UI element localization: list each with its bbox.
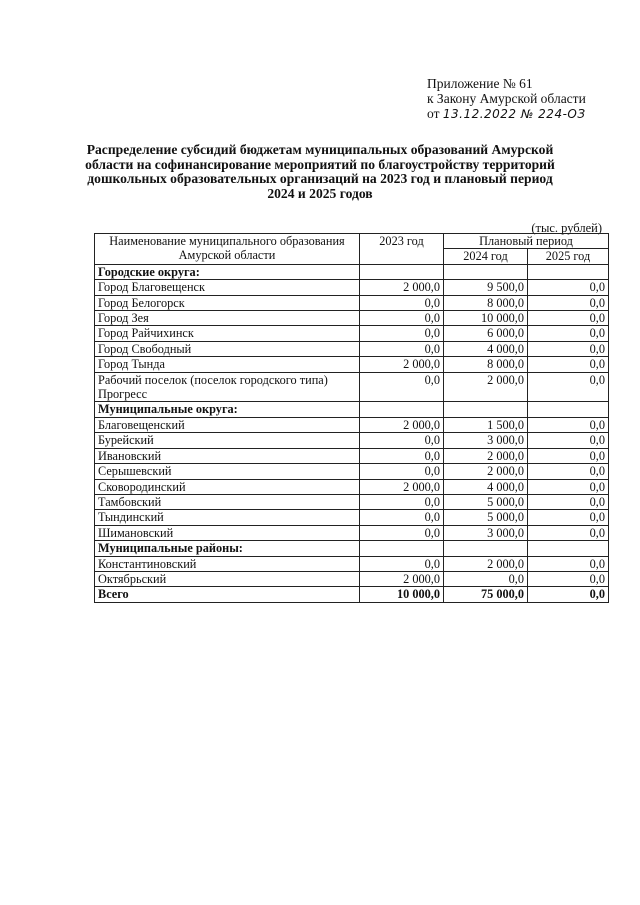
table-header-row: [95, 234, 609, 249]
value-2023: 0,0: [360, 372, 444, 402]
value-2024: 8 000,0: [444, 357, 528, 372]
table-body: [95, 264, 609, 602]
value-2023: 0,0: [360, 295, 444, 310]
table-row: [95, 311, 609, 326]
value-2023: 2 000,0: [360, 280, 444, 295]
municipality-name: Сковородинский: [95, 479, 360, 494]
header-2025: 2025 год: [528, 249, 609, 264]
value-2024: 4 000,0: [444, 479, 528, 494]
total-2023: 10 000,0: [360, 587, 444, 602]
table-row: [95, 372, 609, 402]
municipality-name: Рабочий поселок (поселок городского типа) Прогресс: [95, 372, 360, 402]
appendix-law-reference: к Закону Амурской области: [427, 91, 586, 106]
header-planned-period: Плановый период: [444, 234, 609, 249]
value-2024: 2 000,0: [444, 448, 528, 463]
total-2024: 75 000,0: [444, 587, 528, 602]
value-2024: 6 000,0: [444, 326, 528, 341]
table-row: [95, 494, 609, 509]
table-row: [95, 525, 609, 540]
value-2024: 4 000,0: [444, 341, 528, 356]
table-row: [95, 479, 609, 494]
handwritten-date-number: 13.12.2022 № 224-ОЗ: [442, 107, 586, 121]
value-2024: 9 500,0: [444, 280, 528, 295]
value-2025: 0,0: [528, 372, 609, 402]
subsidy-table: [94, 233, 609, 603]
value-2023: 0,0: [360, 525, 444, 540]
table-row: [95, 280, 609, 295]
value-2023: 2 000,0: [360, 479, 444, 494]
table-row: [95, 448, 609, 463]
table-row: [95, 464, 609, 479]
empty-cell: [360, 541, 444, 556]
table-row: [95, 510, 609, 525]
appendix-number: Приложение № 61: [427, 76, 533, 91]
value-2023: 2 000,0: [360, 571, 444, 586]
section-row: [95, 541, 609, 556]
value-2023: 2 000,0: [360, 357, 444, 372]
table-row: [95, 417, 609, 432]
value-2025: 0,0: [528, 341, 609, 356]
value-2025: 0,0: [528, 448, 609, 463]
table-row: [95, 357, 609, 372]
municipality-name: Шимановский: [95, 525, 360, 540]
empty-cell: [444, 402, 528, 417]
value-2025: 0,0: [528, 510, 609, 525]
header-2023: 2023 год: [360, 234, 444, 265]
value-2023: 0,0: [360, 510, 444, 525]
value-2024: 5 000,0: [444, 510, 528, 525]
empty-cell: [444, 541, 528, 556]
empty-cell: [360, 264, 444, 279]
municipality-name: Город Белогорск: [95, 295, 360, 310]
units-label: (тыс. рублей): [531, 221, 602, 235]
appendix-date-line: [427, 106, 632, 122]
empty-cell: [528, 264, 609, 279]
total-row: [95, 587, 609, 602]
value-2023: 0,0: [360, 326, 444, 341]
total-2025: 0,0: [528, 587, 609, 602]
value-2025: 0,0: [528, 556, 609, 571]
municipality-name: Город Зея: [95, 311, 360, 326]
municipality-name: Город Благовещенск: [95, 280, 360, 295]
value-2025: 0,0: [528, 433, 609, 448]
municipality-name: Тамбовский: [95, 494, 360, 509]
municipality-name: Город Тында: [95, 357, 360, 372]
value-2025: 0,0: [528, 295, 609, 310]
value-2023: 0,0: [360, 311, 444, 326]
value-2025: 0,0: [528, 494, 609, 509]
municipality-name: Октябрьский: [95, 571, 360, 586]
header-name: Наименование муниципального образования Амурской области: [95, 234, 360, 265]
municipality-name: Ивановский: [95, 448, 360, 463]
value-2024: 2 000,0: [444, 556, 528, 571]
municipality-name: Город Свободный: [95, 341, 360, 356]
value-2024: 0,0: [444, 571, 528, 586]
municipality-name: Константиновский: [95, 556, 360, 571]
section-row: [95, 402, 609, 417]
municipality-name: Город Райчихинск: [95, 326, 360, 341]
section-title: Городские округа:: [95, 264, 360, 279]
total-label: Всего: [95, 587, 360, 602]
value-2024: 2 000,0: [444, 464, 528, 479]
section-row: [95, 264, 609, 279]
empty-cell: [528, 541, 609, 556]
table-row: [95, 571, 609, 586]
table-row: [95, 295, 609, 310]
value-2025: 0,0: [528, 525, 609, 540]
value-2023: 0,0: [360, 448, 444, 463]
value-2025: 0,0: [528, 479, 609, 494]
table-row: [95, 341, 609, 356]
value-2023: 0,0: [360, 433, 444, 448]
value-2023: 0,0: [360, 556, 444, 571]
value-2023: 0,0: [360, 341, 444, 356]
value-2024: 3 000,0: [444, 433, 528, 448]
value-2023: 0,0: [360, 494, 444, 509]
section-title: Муниципальные районы:: [95, 541, 360, 556]
value-2025: 0,0: [528, 326, 609, 341]
header-2024: 2024 год: [444, 249, 528, 264]
empty-cell: [444, 264, 528, 279]
municipality-name: Благовещенский: [95, 417, 360, 432]
municipality-name: Серышевский: [95, 464, 360, 479]
value-2025: 0,0: [528, 357, 609, 372]
municipality-name: Тындинский: [95, 510, 360, 525]
value-2025: 0,0: [528, 571, 609, 586]
value-2024: 5 000,0: [444, 494, 528, 509]
value-2024: 10 000,0: [444, 311, 528, 326]
value-2024: 2 000,0: [444, 372, 528, 402]
value-2024: 1 500,0: [444, 417, 528, 432]
value-2023: 0,0: [360, 464, 444, 479]
table-row: [95, 433, 609, 448]
value-2024: 3 000,0: [444, 525, 528, 540]
empty-cell: [528, 402, 609, 417]
value-2025: 0,0: [528, 311, 609, 326]
document-title: Распределение субсидий бюджетам муниципальных образований Амурской области на софинансирование мероприятий по благоустройству территорий дошкольных образовательных организаций на 2023 год и плановый период 2024 и 2025 годов: [85, 142, 555, 201]
table-row: [95, 556, 609, 571]
value-2025: 0,0: [528, 417, 609, 432]
municipality-name: Бурейский: [95, 433, 360, 448]
appendix-from-label: от: [427, 106, 440, 121]
value-2025: 0,0: [528, 464, 609, 479]
value-2023: 2 000,0: [360, 417, 444, 432]
value-2024: 8 000,0: [444, 295, 528, 310]
empty-cell: [360, 402, 444, 417]
appendix-block: [427, 76, 632, 122]
value-2025: 0,0: [528, 280, 609, 295]
section-title: Муниципальные округа:: [95, 402, 360, 417]
table-row: [95, 326, 609, 341]
